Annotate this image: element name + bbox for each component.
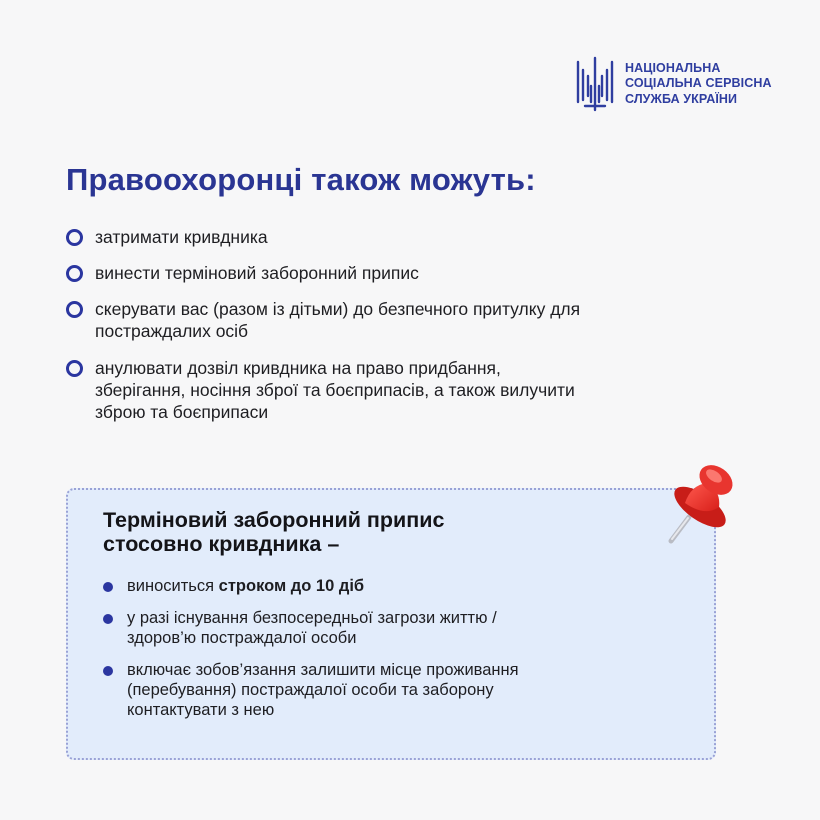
list-item-text — [95, 357, 575, 423]
ring-bullet-icon — [66, 301, 83, 318]
list-item-line: зброю та боєприпаси — [95, 402, 269, 422]
restraining-order-card — [66, 488, 716, 760]
list-item — [66, 262, 746, 284]
logo-line-3: СЛУЖБА УКРАЇНИ — [625, 91, 738, 106]
logo-line-2: СОЦІАЛЬНА СЕРВІСНА — [625, 76, 772, 91]
list-item-line: постраждалих осіб — [95, 321, 249, 341]
list-item-text — [95, 262, 419, 284]
dot-bullet-icon — [103, 582, 113, 592]
card-title — [103, 508, 444, 556]
card-title-line: стосовно кривдника – — [103, 532, 340, 556]
list-item-line: затримати кривдника — [95, 227, 268, 247]
card-list-item-prefix: виноситься — [127, 577, 219, 595]
page-title: Правоохоронці також можуть: — [66, 162, 536, 197]
card-title-line: Терміновий заборонний припис — [103, 508, 445, 532]
card-list-item — [103, 660, 663, 720]
list-item-line: скерувати вас (разом із дітьми) до безпечного притулку для — [95, 299, 581, 319]
list-item-line: винести терміновий заборонний припис — [95, 263, 419, 283]
logo-line-1: НАЦІОНАЛЬНА — [625, 60, 721, 75]
list-item-text — [95, 226, 268, 248]
dot-bullet-icon — [103, 666, 113, 676]
list-item-line: анулювати дозвіл кривдника на право придбання, — [95, 358, 501, 378]
actions-list — [66, 226, 746, 423]
ring-bullet-icon — [66, 229, 83, 246]
card-list-item-bold: строком до 10 діб — [218, 577, 365, 595]
card-list-item-text — [127, 608, 497, 648]
card-list-item-line: включає зобов’язання залишити місце проживання — [127, 661, 519, 679]
logo-text — [625, 61, 772, 108]
card-list-item-line: у разі існування безпосередньої загрози життю / — [127, 609, 497, 627]
card-list-item — [103, 608, 663, 648]
trident-emblem-icon — [575, 56, 615, 112]
list-item — [66, 226, 746, 248]
dot-bullet-icon — [103, 614, 113, 624]
list-item — [66, 298, 746, 342]
card-list — [103, 576, 663, 720]
card-list-item-line: контактувати з нею — [127, 701, 275, 719]
card-list-item-line: (перебування) постраждалої особи та заборону — [127, 681, 494, 699]
ring-bullet-icon — [66, 265, 83, 282]
card-list-item-text — [127, 576, 364, 596]
ring-bullet-icon — [66, 360, 83, 377]
card-list-item-text — [127, 660, 519, 720]
list-item-text — [95, 298, 580, 342]
card-list-item — [103, 576, 663, 596]
push-pin-icon — [655, 455, 745, 555]
ncss-logo — [575, 56, 772, 112]
list-item-line: зберігання, носіння зброї та боєприпасів, а також вилучити — [95, 380, 575, 400]
list-item — [66, 357, 746, 423]
card-list-item-line: здоров’ю постраждалої особи — [127, 629, 357, 647]
